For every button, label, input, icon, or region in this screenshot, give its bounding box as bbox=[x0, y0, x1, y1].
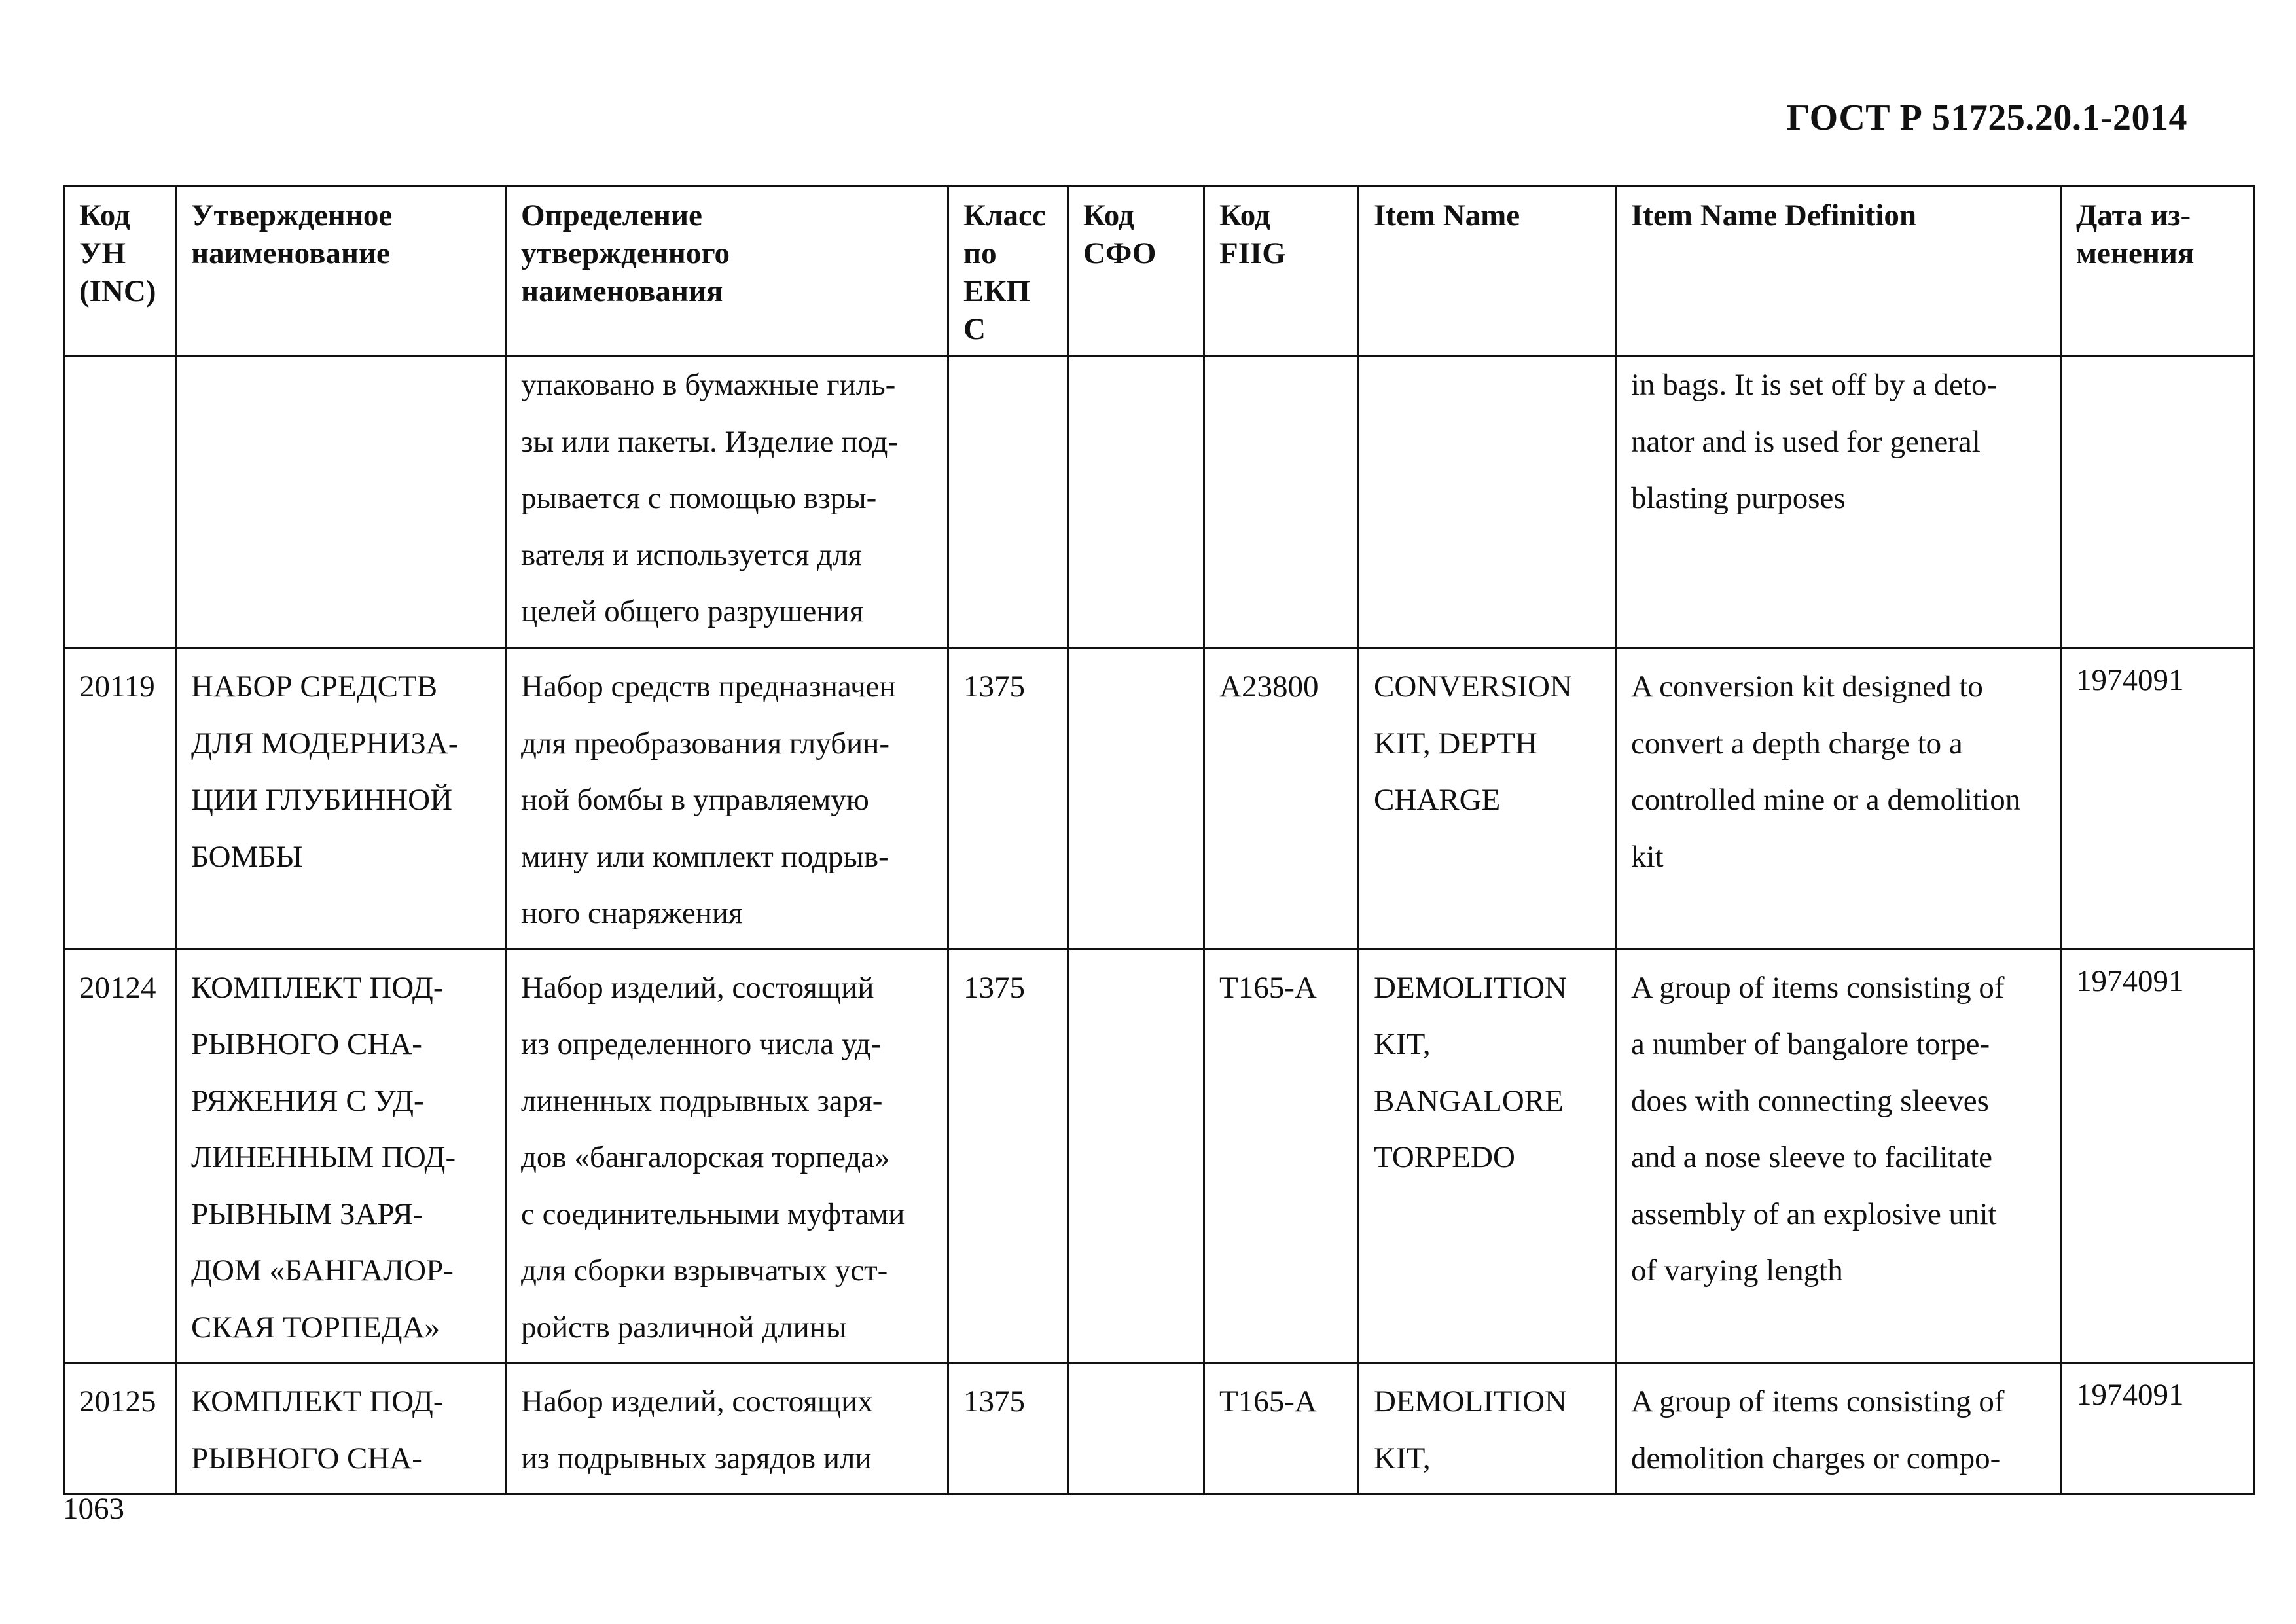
cell-line: a number of bangalore torpe- bbox=[1631, 1027, 1990, 1061]
sfo-cell bbox=[1068, 356, 1204, 649]
header-line: менения bbox=[2076, 236, 2195, 270]
cell-line: зы или пакеты. Изделие под- bbox=[521, 424, 899, 459]
cell-line: Набор изделий, состоящих bbox=[521, 1384, 873, 1418]
cell-line: рывается с помощью взры- bbox=[521, 481, 877, 515]
header-line: Дата из- bbox=[2076, 198, 2191, 232]
cell-line: kit bbox=[1631, 839, 1664, 874]
item-name-cell bbox=[1359, 356, 1616, 649]
fiig-cell-value: T165-A bbox=[1219, 1384, 1317, 1418]
table-row bbox=[64, 356, 2254, 649]
cell-line: КОМПЛЕКТ ПОД- bbox=[191, 970, 444, 1005]
cell-line: Набор средств предназначен bbox=[521, 670, 896, 704]
cell-line: СКАЯ ТОРПЕДА» bbox=[191, 1310, 440, 1344]
class-cell bbox=[948, 356, 1068, 649]
header-line: Item Name bbox=[1374, 198, 1520, 232]
header-line: FIIG bbox=[1219, 236, 1286, 270]
cell-line: РЫВНОГО СНА- bbox=[191, 1441, 422, 1475]
class-cell bbox=[948, 649, 1068, 950]
cell-line: для преобразования глубин- bbox=[521, 726, 890, 761]
header-line: Item Name Definition bbox=[1631, 198, 1916, 232]
cell-line: CHARGE bbox=[1374, 783, 1501, 817]
inc-cell bbox=[64, 649, 176, 950]
definition-ru-cell bbox=[506, 356, 948, 649]
date-cell-value bbox=[2076, 357, 2238, 359]
cell-line: НАБОР СРЕДСТВ bbox=[191, 670, 438, 704]
cell-line: целей общего разрушения bbox=[521, 594, 864, 628]
name-ru-cell bbox=[176, 356, 506, 649]
cell-line: РЯЖЕНИЯ С УД- bbox=[191, 1083, 424, 1118]
col-name-ru-header bbox=[176, 187, 506, 356]
header-line: УН bbox=[79, 236, 126, 270]
class-cell-value: 1375 bbox=[963, 670, 1025, 704]
header-line: Код bbox=[79, 198, 130, 232]
inc-cell bbox=[64, 949, 176, 1363]
date-cell bbox=[2061, 356, 2254, 649]
cell-line: дов «бангалорская торпеда» bbox=[521, 1140, 890, 1174]
cell-line: blasting purposes bbox=[1631, 481, 1846, 515]
cell-line: does with connecting sleeves bbox=[1631, 1083, 1989, 1118]
header-line: СФО bbox=[1083, 236, 1157, 270]
nomenclature-table bbox=[63, 185, 2255, 1495]
col-class-header bbox=[948, 187, 1068, 356]
cell-line: мину или комплект подрыв- bbox=[521, 839, 889, 874]
cell-line: ЦИИ ГЛУБИННОЙ bbox=[191, 783, 453, 817]
cell-line: Набор изделий, состоящий bbox=[521, 970, 874, 1005]
header-line: Код bbox=[1083, 198, 1134, 232]
date-cell bbox=[2061, 1363, 2254, 1494]
sfo-cell bbox=[1068, 649, 1204, 950]
fiig-cell-value: T165-A bbox=[1219, 970, 1317, 1005]
cell-line: A group of items consisting of bbox=[1631, 970, 2005, 1005]
cell-line: CONVERSION bbox=[1374, 670, 1572, 704]
fiig-cell bbox=[1204, 949, 1359, 1363]
table-row bbox=[64, 1363, 2254, 1494]
header-line: С bbox=[963, 312, 986, 346]
header-line: по bbox=[963, 236, 997, 270]
cell-line: DEMOLITION bbox=[1374, 1384, 1567, 1418]
col-item-name-header bbox=[1359, 187, 1616, 356]
cell-line: A conversion kit designed to bbox=[1631, 670, 1983, 704]
item-name-cell bbox=[1359, 949, 1616, 1363]
name-ru-cell bbox=[176, 949, 506, 1363]
col-date-header bbox=[2061, 187, 2254, 356]
header-line: (INC) bbox=[79, 274, 156, 308]
date-cell-value: 1974091 bbox=[2076, 1378, 2184, 1412]
class-cell bbox=[948, 1363, 1068, 1494]
cell-line: вателя и используется для bbox=[521, 537, 862, 572]
cell-line: DEMOLITION bbox=[1374, 970, 1567, 1005]
item-name-cell bbox=[1359, 1363, 1616, 1494]
class-cell bbox=[948, 949, 1068, 1363]
definition-en-cell bbox=[1616, 356, 2061, 649]
inc-cell-value: 20125 bbox=[79, 1384, 156, 1418]
item-name-cell bbox=[1359, 649, 1616, 950]
header-line: Утвержденное bbox=[191, 198, 393, 232]
col-sfo-header bbox=[1068, 187, 1204, 356]
cell-line: РЫВНОГО СНА- bbox=[191, 1027, 422, 1061]
cell-line: из подрывных зарядов или bbox=[521, 1441, 872, 1475]
col-fiig-header bbox=[1204, 187, 1359, 356]
inc-cell-value: 20124 bbox=[79, 970, 156, 1005]
cell-line: ной бомбы в управляемую bbox=[521, 783, 869, 817]
inc-cell bbox=[64, 356, 176, 649]
cell-line: convert a depth charge to a bbox=[1631, 726, 1963, 761]
cell-line: ройств различной длины bbox=[521, 1310, 847, 1344]
cell-line: БОМБЫ bbox=[191, 839, 303, 874]
cell-line: and a nose sleeve to facilitate bbox=[1631, 1140, 1992, 1174]
fiig-cell bbox=[1204, 649, 1359, 950]
cell-line: линенных подрывных заря- bbox=[521, 1083, 883, 1118]
cell-line: A group of items consisting of bbox=[1631, 1384, 2005, 1418]
header-line: наименования bbox=[521, 274, 723, 308]
cell-line: in bags. It is set off by a deto- bbox=[1631, 368, 1998, 402]
definition-ru-cell bbox=[506, 649, 948, 950]
cell-line: controlled mine or a demolition bbox=[1631, 783, 2021, 817]
header-line: наименование bbox=[191, 236, 390, 270]
inc-cell-value: 20119 bbox=[79, 670, 155, 704]
cell-line: nator and is used for general bbox=[1631, 424, 1981, 459]
fiig-cell bbox=[1204, 356, 1359, 649]
cell-line: КОМПЛЕКТ ПОД- bbox=[191, 1384, 444, 1418]
table-header-row bbox=[64, 187, 2254, 356]
cell-line: TORPEDO bbox=[1374, 1140, 1515, 1174]
page-number: 1063 bbox=[63, 1492, 124, 1526]
col-definition-ru-header bbox=[506, 187, 948, 356]
cell-line: ДОМ «БАНГАЛОР- bbox=[191, 1254, 454, 1288]
definition-ru-cell bbox=[506, 949, 948, 1363]
date-cell-value: 1974091 bbox=[2076, 663, 2184, 697]
fiig-cell-value: A23800 bbox=[1219, 670, 1319, 704]
header-line: Класс bbox=[963, 198, 1046, 232]
date-cell bbox=[2061, 649, 2254, 950]
table-row bbox=[64, 949, 2254, 1363]
definition-ru-cell bbox=[506, 1363, 948, 1494]
cell-line: BANGALORE bbox=[1374, 1083, 1564, 1118]
cell-line: с соединительными муфтами bbox=[521, 1197, 905, 1231]
class-cell-value: 1375 bbox=[963, 970, 1025, 1005]
definition-en-cell bbox=[1616, 1363, 2061, 1494]
header-line: Определение bbox=[521, 198, 702, 232]
sfo-cell bbox=[1068, 949, 1204, 1363]
date-cell bbox=[2061, 949, 2254, 1363]
cell-line: of varying length bbox=[1631, 1254, 1843, 1288]
cell-line: KIT, bbox=[1374, 1441, 1431, 1475]
class-cell-value: 1375 bbox=[963, 1384, 1025, 1418]
cell-line: demolition charges or compo- bbox=[1631, 1441, 2001, 1475]
col-definition-en-header bbox=[1616, 187, 2061, 356]
cell-line: KIT, DEPTH bbox=[1374, 726, 1537, 761]
standard-number-header: ГОСТ Р 51725.20.1-2014 bbox=[1786, 98, 2187, 138]
cell-line: assembly of an explosive unit bbox=[1631, 1197, 1997, 1231]
definition-en-cell bbox=[1616, 949, 2061, 1363]
cell-line: ЛИНЕННЫМ ПОД- bbox=[191, 1140, 456, 1174]
cell-line: упаковано в бумажные гиль- bbox=[521, 368, 896, 402]
date-cell-value: 1974091 bbox=[2076, 964, 2184, 998]
cell-line: РЫВНЫМ ЗАРЯ- bbox=[191, 1197, 423, 1231]
table-row bbox=[64, 649, 2254, 950]
cell-line: KIT, bbox=[1374, 1027, 1431, 1061]
cell-line: ного снаряжения bbox=[521, 896, 743, 930]
header-line: утвержденного bbox=[521, 236, 730, 270]
sfo-cell bbox=[1068, 1363, 1204, 1494]
col-inc-header bbox=[64, 187, 176, 356]
name-ru-cell bbox=[176, 1363, 506, 1494]
inc-cell bbox=[64, 1363, 176, 1494]
header-line: ЕКП bbox=[963, 274, 1030, 308]
cell-line: ДЛЯ МОДЕРНИЗА- bbox=[191, 726, 459, 761]
cell-line: для сборки взрывчатых уст- bbox=[521, 1254, 888, 1288]
fiig-cell bbox=[1204, 1363, 1359, 1494]
cell-line: из определенного числа уд- bbox=[521, 1027, 881, 1061]
header-line: Код bbox=[1219, 198, 1270, 232]
name-ru-cell bbox=[176, 649, 506, 950]
definition-en-cell bbox=[1616, 649, 2061, 950]
